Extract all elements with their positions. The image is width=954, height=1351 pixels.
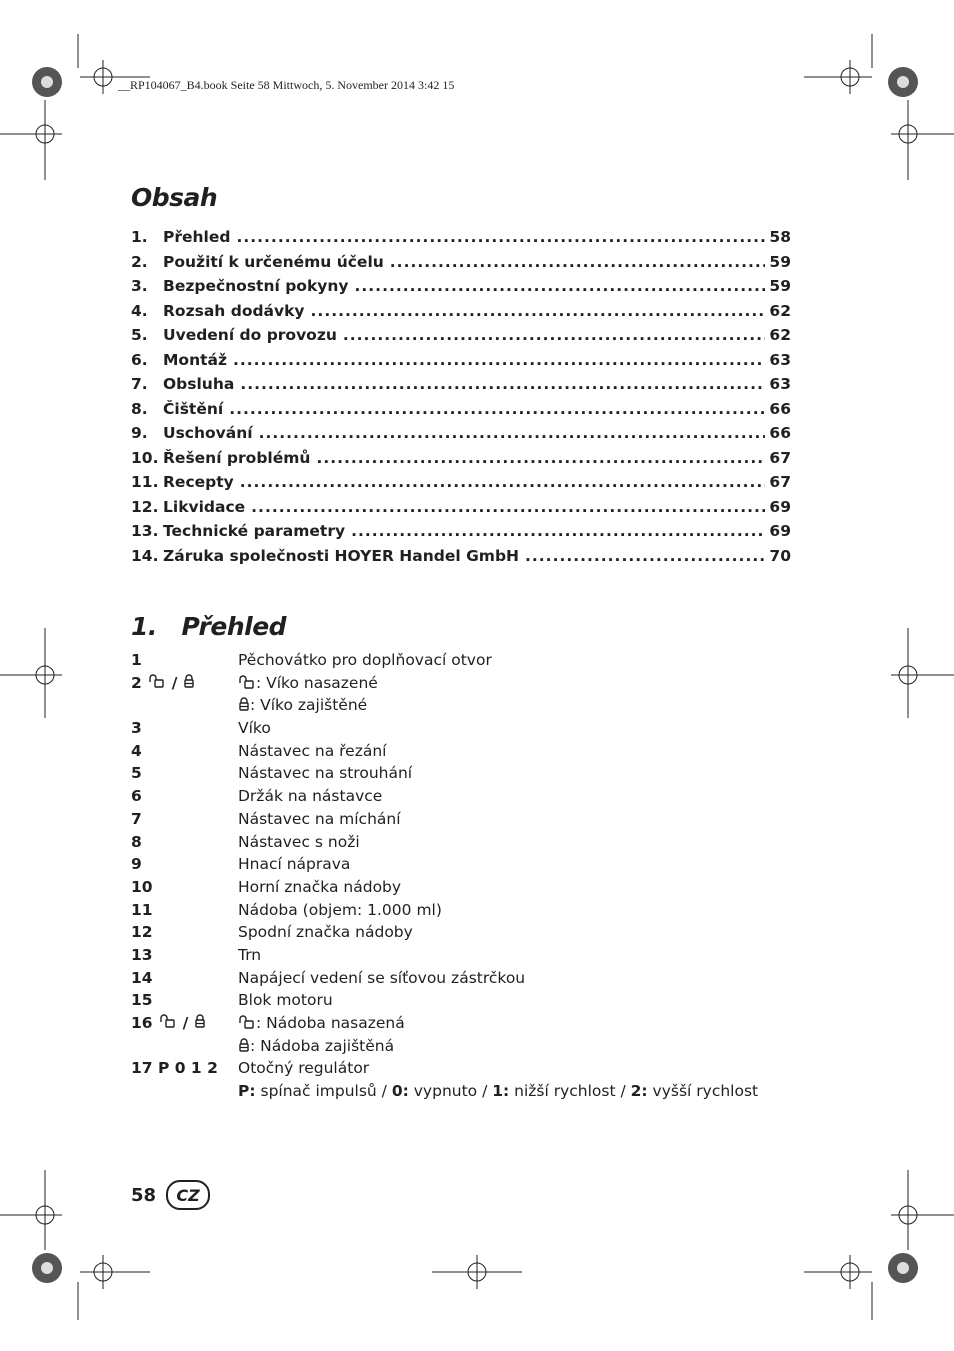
switch-key-0: 0:: [391, 1082, 409, 1101]
toc-item-page: 69: [769, 522, 791, 540]
toc-item-title: Technické parametry: [163, 522, 346, 540]
lock-icon: [238, 697, 250, 711]
table-of-contents: [131, 228, 791, 571]
part-description: Spodní značka nádoby: [238, 923, 413, 942]
toc-leader-dots: [233, 351, 765, 369]
toc-item[interactable]: [131, 277, 791, 302]
lock-icon: [238, 1038, 250, 1052]
toc-item-title: Recepty: [163, 473, 234, 491]
part-description: Víko: [238, 719, 271, 738]
part-number: 12: [131, 923, 153, 942]
lock-icon: [183, 674, 195, 688]
part-number: 1: [131, 651, 142, 669]
toc-item[interactable]: [131, 473, 791, 498]
part-description: Nástavec s noži: [238, 832, 360, 851]
part-description: : Nádoba zajištěná: [250, 1036, 395, 1055]
toc-item-number: 4.: [131, 301, 148, 320]
part-number: 3: [131, 719, 142, 738]
toc-item-page: 63: [769, 350, 791, 369]
toc-item-title: Bezpečnostní pokyny: [163, 277, 349, 295]
toc-leader-dots: [343, 326, 766, 344]
toc-leader-dots: [311, 302, 766, 320]
switch-key-p: P:: [238, 1082, 256, 1101]
toc-item-number: 8.: [131, 399, 148, 418]
switch-text-0: vypnuto /: [408, 1082, 493, 1101]
toc-item-title: Uschování: [163, 424, 253, 442]
part-item: [131, 696, 811, 719]
toc-leader-dots: [240, 473, 766, 491]
toc-item-title: Montáž: [163, 350, 227, 369]
toc-item-title: Likvidace: [163, 497, 246, 516]
part-number: 9: [131, 855, 142, 874]
toc-leader-dots: [259, 424, 766, 442]
part-number: 10: [131, 877, 153, 896]
part-description: Nástavec na míchání: [238, 809, 401, 828]
part-number: 6: [131, 787, 142, 806]
part-description: Držák na nástavce: [238, 787, 383, 806]
part-item: [131, 969, 811, 992]
unlock-icon: [159, 1014, 177, 1028]
part-item: [131, 1059, 811, 1082]
switch-text-2: vyšší rychlost: [647, 1082, 759, 1101]
part-item: [131, 787, 811, 810]
part-item: [131, 651, 811, 674]
part-item: [131, 1037, 811, 1060]
part-number: 13: [131, 945, 153, 964]
lock-icon: [194, 1014, 206, 1028]
toc-item-page: 62: [769, 301, 791, 320]
part-description: : Víko nasazené: [256, 673, 378, 692]
toc-item-page: 58: [769, 228, 791, 246]
switch-legend: [131, 1082, 811, 1105]
toc-item-page: 69: [769, 497, 791, 516]
toc-item-page: 67: [769, 473, 791, 491]
toc-item[interactable]: [131, 522, 791, 547]
slash: /: [171, 673, 178, 692]
toc-leader-dots: [251, 498, 765, 516]
toc-leader-dots: [390, 253, 766, 271]
part-description: Blok motoru: [238, 991, 333, 1010]
toc-item[interactable]: [131, 351, 791, 376]
part-number: 14: [131, 968, 153, 987]
part-item: [131, 855, 811, 878]
toc-item-number: 2.: [131, 252, 148, 271]
toc-item-number: 6.: [131, 350, 148, 369]
toc-item-title: Záruka společnosti HOYER Handel GmbH: [163, 546, 520, 565]
part-description: Pěchovátko pro doplňovací otvor: [238, 651, 492, 669]
part-description: Nádoba (objem: 1.000 ml): [238, 900, 442, 919]
toc-item-page: 62: [769, 326, 791, 344]
part-number: 8: [131, 832, 142, 851]
toc-item-page: 63: [769, 375, 791, 393]
part-item: [131, 833, 811, 856]
part-description: Horní značka nádoby: [238, 877, 402, 896]
part-item: [131, 742, 811, 765]
toc-item-title: Čištění: [163, 399, 224, 418]
part-item: [131, 1014, 811, 1037]
part-item: [131, 674, 811, 697]
toc-item-page: 66: [769, 424, 791, 442]
toc-leader-dots: [316, 449, 765, 467]
part-item: [131, 878, 811, 901]
part-description: : Víko zajištěné: [250, 696, 368, 715]
part-number: 7: [131, 809, 142, 828]
toc-leader-dots: [525, 547, 765, 565]
toc-item[interactable]: [131, 498, 791, 523]
toc-item[interactable]: [131, 400, 791, 425]
part-number: 4: [131, 741, 142, 760]
toc-item[interactable]: [131, 228, 791, 253]
part-number: 16: [131, 1014, 153, 1032]
toc-leader-dots: [240, 375, 765, 393]
toc-item[interactable]: [131, 253, 791, 278]
switch-key-2: 2:: [630, 1082, 648, 1101]
toc-item-number: 14.: [131, 546, 159, 565]
toc-item[interactable]: [131, 449, 791, 474]
toc-item[interactable]: [131, 547, 791, 572]
switch-key-1: 1:: [492, 1082, 510, 1101]
unlock-icon: [238, 675, 256, 689]
toc-item-number: 1.: [131, 228, 148, 246]
part-item: [131, 923, 811, 946]
toc-item[interactable]: [131, 375, 791, 400]
part-number: 5: [131, 764, 142, 783]
part-number: 17 P 0 1 2: [131, 1059, 218, 1078]
page-number: 58: [131, 1184, 157, 1206]
part-description: Nástavec na řezání: [238, 741, 387, 760]
part-item: [131, 946, 811, 969]
toc-item-number: 10.: [131, 448, 159, 467]
toc-item-page: 70: [769, 546, 791, 565]
part-description: Nástavec na strouhání: [238, 764, 413, 783]
toc-item[interactable]: [131, 302, 791, 327]
switch-text-1: nižší rychlost /: [509, 1082, 631, 1101]
toc-leader-dots: [229, 400, 765, 418]
unlock-icon: [238, 1015, 256, 1029]
toc-item-title: Obsluha: [163, 375, 235, 393]
print-header-line: __RP104067_B4.book Seite 58 Mittwoch, 5. November 2014 3:42 15: [118, 78, 455, 92]
toc-item-number: 13.: [131, 522, 159, 540]
toc-item-number: 9.: [131, 424, 148, 442]
toc-leader-dots: [355, 277, 766, 295]
part-description: Hnací náprava: [238, 855, 351, 874]
switch-text-p: spínač impulsů /: [255, 1082, 392, 1101]
toc-item-page: 59: [769, 277, 791, 295]
unlock-icon: [148, 674, 166, 688]
part-description: : Nádoba nasazená: [256, 1014, 405, 1032]
toc-item-title: Řešení problémů: [163, 448, 311, 467]
toc-item[interactable]: [131, 326, 791, 351]
toc-item-page: 59: [769, 252, 791, 271]
toc-leader-dots: [236, 228, 765, 246]
overview-title: 1. Přehled: [131, 612, 287, 641]
toc-item-page: 66: [769, 399, 791, 418]
parts-list: [131, 651, 811, 1105]
country-badge: CZ: [166, 1180, 210, 1210]
toc-item-number: 7.: [131, 375, 148, 393]
part-number: 15: [131, 991, 153, 1010]
toc-leader-dots: [351, 522, 765, 540]
part-item: [131, 991, 811, 1014]
toc-title: Obsah: [131, 183, 218, 212]
toc-item-title: Přehled: [163, 228, 231, 246]
part-description: Napájecí vedení se síťovou zástrčkou: [238, 968, 526, 987]
toc-item-page: 67: [769, 448, 791, 467]
page-footer: [131, 1180, 210, 1210]
part-item: [131, 901, 811, 924]
toc-item-title: Použití k určenému účelu: [163, 252, 384, 271]
toc-item-title: Uvedení do provozu: [163, 326, 337, 344]
part-description: Otočný regulátor: [238, 1059, 370, 1078]
part-number: 11: [131, 900, 153, 919]
toc-item-number: 5.: [131, 326, 148, 344]
toc-item-number: 12.: [131, 497, 159, 516]
part-item: [131, 764, 811, 787]
part-description: Trn: [238, 945, 262, 964]
toc-item-number: 3.: [131, 277, 148, 295]
part-item: [131, 810, 811, 833]
part-number: 2: [131, 673, 142, 692]
toc-item-title: Rozsah dodávky: [163, 301, 305, 320]
toc-item[interactable]: [131, 424, 791, 449]
slash: /: [182, 1014, 189, 1032]
part-item: [131, 719, 811, 742]
toc-item-number: 11.: [131, 473, 159, 491]
